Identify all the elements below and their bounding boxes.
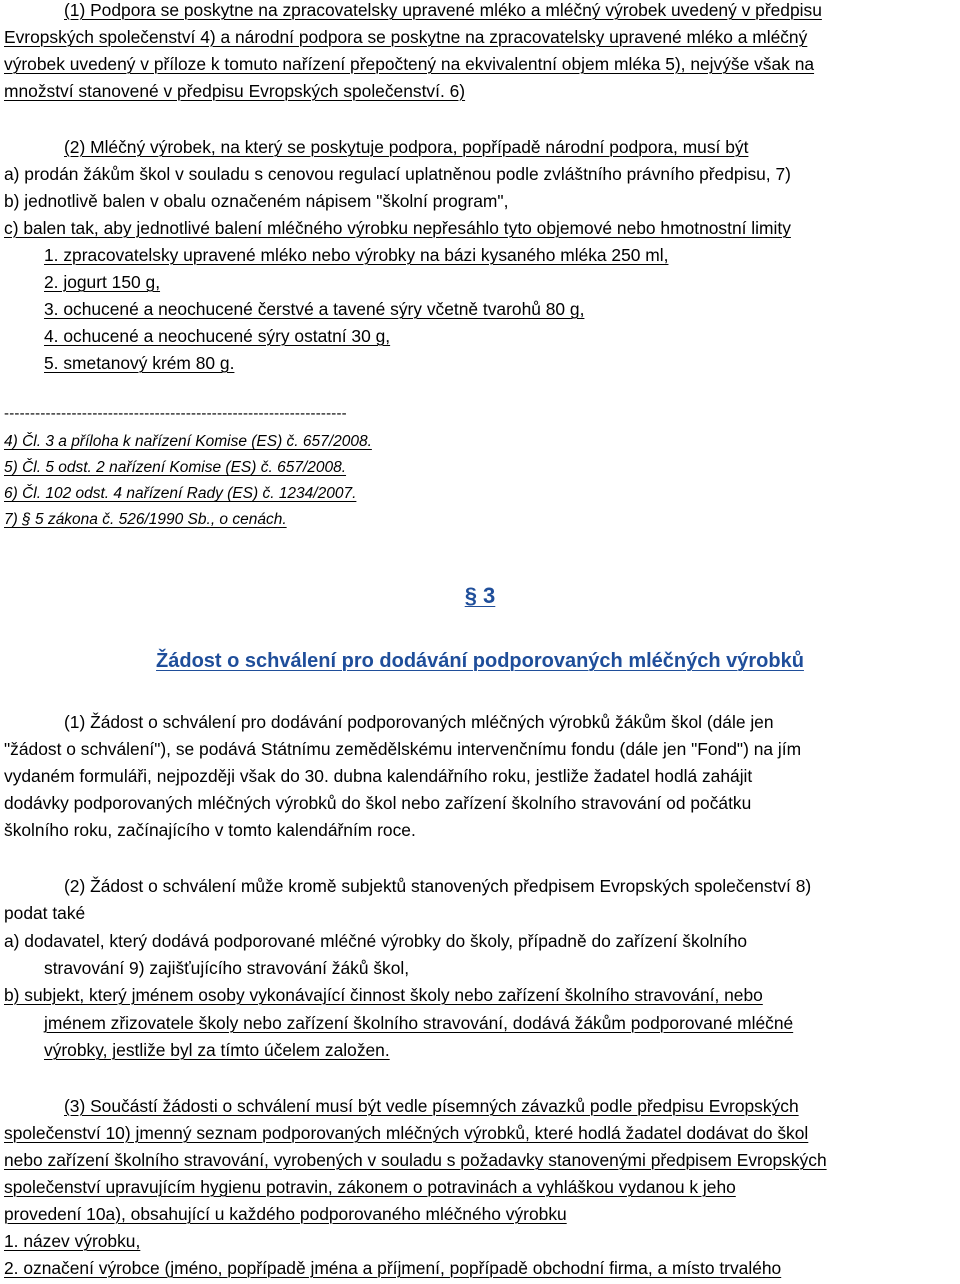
list-item: 4. ochucené a neochucené sýry ostatní 30 g, [44, 326, 391, 346]
text-line [64, 134, 748, 161]
text-line: "žádost o schválení"), se podává Státnímu zemědělskému intervenčnímu fondu (dále jen "Fond") na jím [4, 739, 802, 759]
list-item: 3. ochucené a neochucené čerstvé a tavené sýry včetně tvarohů 80 g, [44, 299, 585, 319]
text-line: nebo zařízení školního stravování, vyrobených v souladu s požadavky stanovenými předpisem Evropských [4, 1150, 827, 1170]
footnote: 6) Čl. 102 odst. 4 nařízení Rady (ES) č. 1234/2007. [4, 485, 357, 502]
section-title: Žádost o schválení pro dodávání podporovaných mléčných výrobků [156, 650, 804, 672]
text-line: vydaném formuláři, nejpozději však do 30. dubna kalendářního roku, jestliže žadatel hodlá zahájit [4, 766, 753, 786]
section-number: § 3 [464, 583, 496, 608]
text-line: (2) Žádost o schválení může kromě subjektů stanovených předpisem Evropských společenství 8) [64, 876, 812, 896]
text-line: výrobky, jestliže byl za tímto účelem založen. [44, 1040, 390, 1060]
text-line: podat také [4, 903, 86, 923]
text-line: jménem zřizovatele školy nebo zařízení školního stravování, dodává žákům podporované mléčné [44, 1013, 794, 1033]
text-line: stravování 9) zajišťujícího stravování žáků škol, [44, 958, 410, 978]
list-item: 5. smetanový krém 80 g. [44, 353, 235, 373]
text-line: (1) Podpora se poskytne na zpracovatelsky upravené mléko a mléčný výrobek uvedený v předpisu [64, 0, 822, 20]
text-line: dodávky podporovaných mléčných výrobků do škol nebo zařízení školního stravování od počátku [4, 793, 752, 813]
text-line: provedení 10a), obsahující u každého podporovaného mléčného výrobku [4, 1204, 567, 1224]
text-line: a) prodán žákům škol v souladu s cenovou regulací uplatněnou podle zvláštního právního předpisu, 7) [4, 164, 791, 184]
text-line: školního roku, začínajícího v tomto kalendářním roce. [4, 820, 416, 840]
text-line: společenství 10) jmenný seznam podporovaných mléčných výrobků, které hodlá žadatel dodávat do škol [4, 1123, 809, 1143]
footnote: 5) Čl. 5 odst. 2 nařízení Komise (ES) č. 657/2008. [4, 459, 347, 476]
text-line: společenství upravujícím hygienu potravin, zákonem o potravinách a vyhláškou vydanou k jeho [4, 1177, 736, 1197]
text-line: množství stanovené v předpisu Evropských společenství. 6) [4, 81, 466, 101]
text-line: a) dodavatel, který dodává podporované mléčné výrobky do školy, případně do zařízení školního [4, 931, 748, 951]
text-line: c) balen tak, aby jednotlivé balení mléčného výrobku nepřesáhlo tyto objemové nebo hmotnostní limity [4, 218, 791, 238]
text-line: b) jednotlivě balen v obalu označeném nápisem "školní program", [4, 191, 509, 211]
text-line: (1) Žádost o schválení pro dodávání podporovaných mléčných výrobků žákům škol (dále jen [64, 712, 774, 732]
text-line: b) subjekt, který jménem osoby vykonávající činnost školy nebo zařízení školního stravování, nebo [4, 985, 763, 1005]
text-line: Evropských společenství 4) a národní podpora se poskytne na zpracovatelsky upravené mléko a mléčný [4, 27, 808, 47]
list-item: 2. jogurt 150 g, [44, 272, 161, 292]
text-segment: (2) Mléčný výrobek, na který se poskytuje podpora, popřípadě národní podpora, musí být [64, 137, 749, 157]
footnote: 7) § 5 zákona č. 526/1990 Sb., o cenách. [4, 511, 287, 528]
list-item: 1. název výrobku, [4, 1231, 141, 1251]
footnote: 4) Čl. 3 a příloha k nařízení Komise (ES) č. 657/2008. [4, 433, 372, 450]
list-item: 1. zpracovatelsky upravené mléko nebo výrobky na bázi kysaného mléka 250 ml, [44, 245, 669, 265]
list-item: 2. označení výrobce (jméno, popřípadě jména a příjmení, popřípadě obchodní firma, a místo trvalého [4, 1258, 782, 1278]
text-line: výrobek uvedený v příloze k tomuto nařízení přepočtený na ekvivalentní objem mléka 5), nejvýše však na [4, 54, 815, 74]
text-line: (3) Součástí žádosti o schválení musí být vedle písemných závazků podle předpisu Evropských [64, 1096, 799, 1116]
footnote-separator: ------------------------------------------------------------------ [4, 405, 347, 422]
